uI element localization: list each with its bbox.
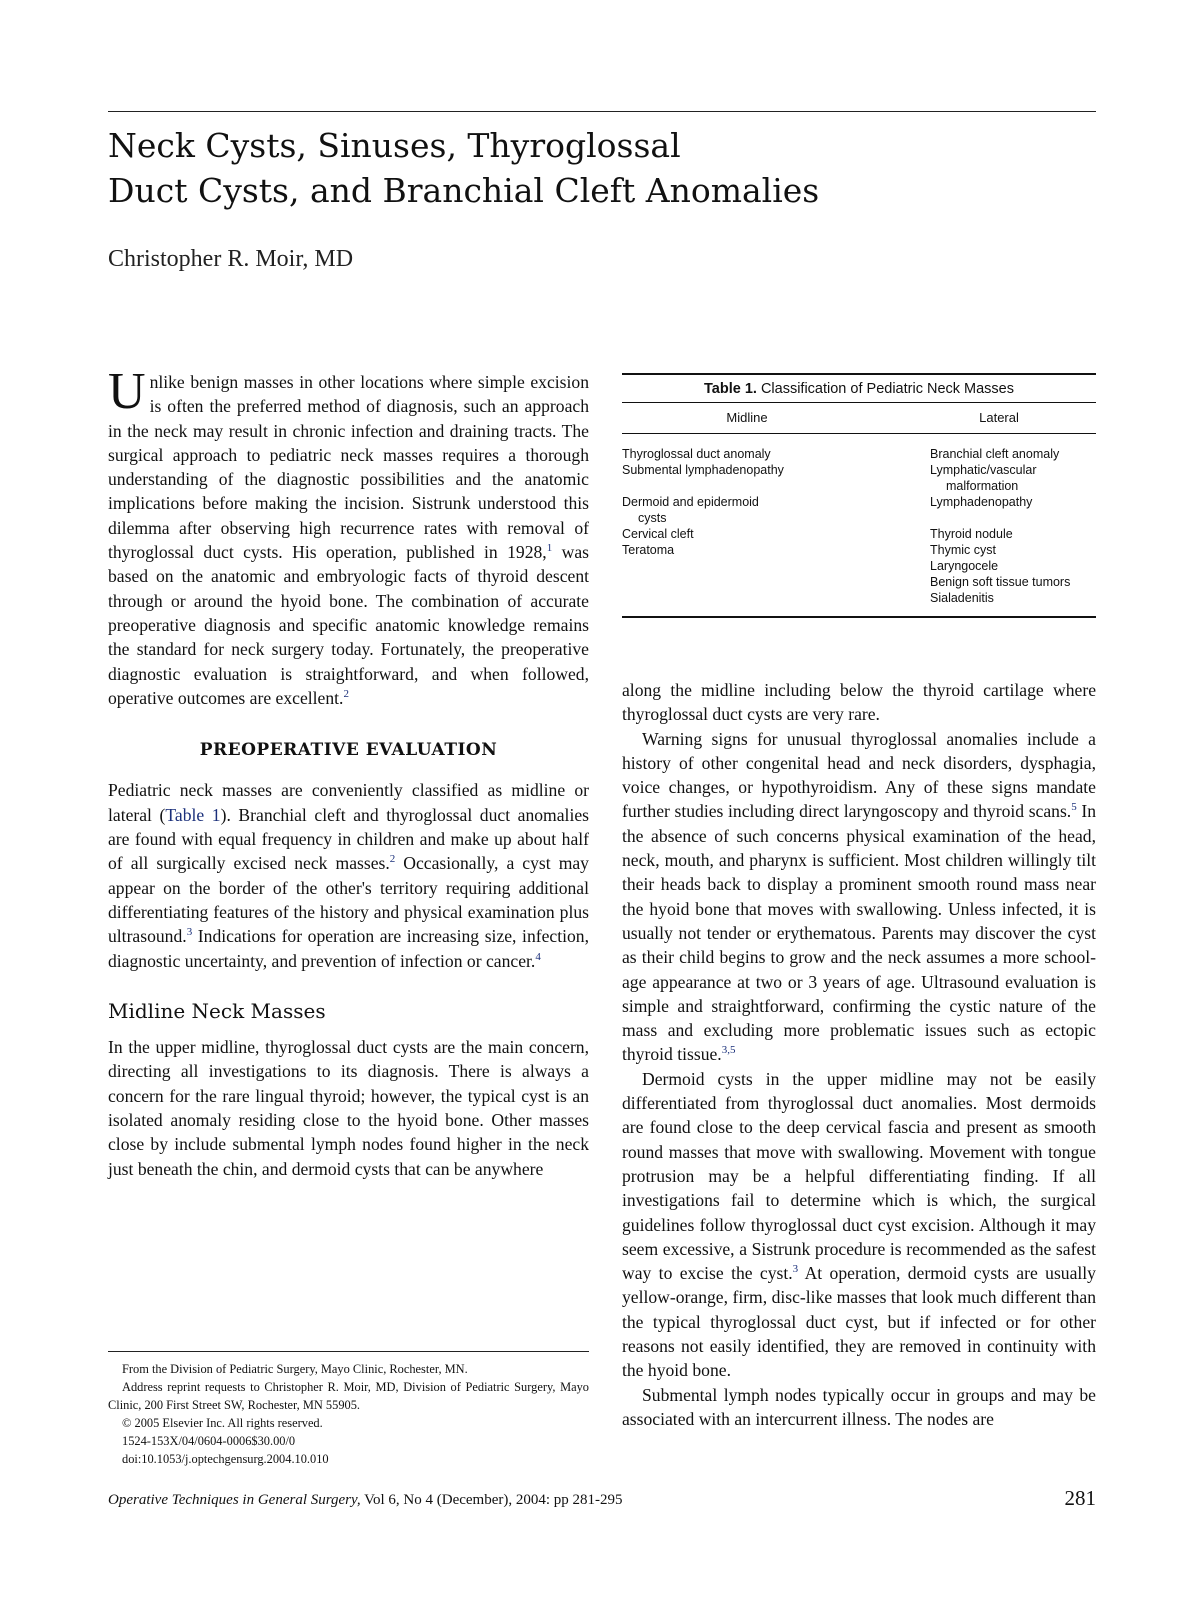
right-p3-text-a: Dermoid cysts in the upper midline may not be easily differentiated from thyroglossal duct anomalies. Most dermoids are found close to the deep cervical fascia and present as smooth round masses that move with swallowing. Movement with tongue protrusion may be a helpful differentiating finding. If all investigations fail to determine which is which, the surgical guidelines follow thyroglossal duct cyst excision. Although it may seem excessive, a Sistrunk procedure is recommended as the safest way to excise the cyst. [622, 1068, 1096, 1284]
ref-2-link[interactable]: 2 [343, 688, 349, 700]
ref-link[interactable]: 3,5 [721, 1044, 736, 1057]
ref-link[interactable]: 5 [1071, 801, 1077, 814]
article-title [108, 123, 1008, 213]
table-cell: Thyroglossal duct anomaly [622, 447, 771, 461]
table-cell: Sialadenitis [930, 591, 994, 605]
table-header-row [622, 403, 1096, 433]
table-cell: Lymphadenopathy [930, 495, 1033, 509]
intro-paragraph [108, 363, 589, 710]
right-column [622, 678, 1096, 1431]
footnote-doi: doi:10.1053/j.optechgensurg.2004.10.010 [122, 1452, 329, 1466]
journal-citation: Vol 6, No 4 (December), 2004: pp 281-295 [360, 1492, 623, 1508]
table-cell: Laryngocele [930, 559, 999, 573]
right-paragraph-4: Submental lymph nodes typically occur in groups and may be associated with an intercurrent illness. The nodes are [622, 1384, 1096, 1429]
right-p3-text-b: At operation, dermoid cysts are usually yellow-orange, firm, disc-like masses that look much different than the typical thyroglossal duct cyst, but if infected or for other reasons not easily identified, they are removed in continuity with the hyoid bone. [622, 1263, 1096, 1381]
table-caption-text: Classification of Pediatric Neck Masses [760, 381, 1014, 397]
table-body [622, 434, 1096, 616]
table-cell: Lymphatic/vascular [930, 463, 1037, 477]
preop-text-d: Indications for operation are increasing size, infection, diagnostic uncertainty, and prevention of infection or cancer. [108, 926, 589, 971]
footnote-issn: 1524-153X/04/0604-0006$30.00/0 [122, 1434, 296, 1448]
column-header-midline: Midline [726, 410, 768, 425]
preop-text-b: ). Branchial cleft and thyroglossal duct anomalies are found with equal frequency in children and make up about half of all surgically excised neck masses. [108, 804, 589, 874]
footnote-rule [108, 1351, 589, 1352]
left-column [108, 363, 589, 1181]
midline-paragraph: In the upper midline, thyroglossal duct cysts are the main concern, directing all investigations to its diagnosis. There is always a concern for the rare lingual thyroid; however, the typical cyst is an isolated anomaly residing close to the hyoid bone. Other masses close by include submental lymph nodes found higher in the neck just beneath the chin, and dermoid cysts that can be anywhere [108, 1037, 589, 1179]
intro-text-2: was based on the anatomic and embryologic facts of thyroid descent through or around the hyoid bone. The combination of accurate preoperative diagnosis and specific anatomic knowledge remains the standard for neck surgery today. Fortunately, the preoperative diagnostic evaluation is straightforward, and when followed, operative outcomes are excellent. [108, 542, 589, 708]
table-cell: Teratoma [622, 543, 675, 557]
ref-link[interactable]: 3 [186, 926, 193, 939]
footnote-affiliation: From the Division of Pediatric Surgery, Mayo Clinic, Rochester, MN. [122, 1362, 468, 1376]
footnote-reprint: Address reprint requests to Christopher R. Moir, MD, Division of Pediatric Surgery, Mayo Clinic, 200 First Street SW, Rochester, MN 55905. [108, 1380, 589, 1412]
table-cell-spacer [930, 510, 1096, 526]
page-number: 281 [1064, 1486, 1096, 1510]
right-paragraph-1: along the midline including below the thyroid cartilage where thyroglossal duct cysts are very rare. [622, 680, 1096, 725]
author-name: Christopher R. Moir, MD [108, 246, 354, 272]
preop-text-a: Pediatric neck masses are conveniently classified as midline or lateral ( [108, 780, 589, 825]
table-1 [622, 373, 1096, 618]
ref-1-link[interactable]: 1 [546, 542, 553, 555]
preop-paragraph [108, 778, 589, 972]
footnote-copyright: © 2005 Elsevier Inc. All rights reserved. [122, 1416, 323, 1430]
table-label: Table 1. [704, 381, 757, 397]
right-paragraph-2 [622, 727, 1096, 1067]
ref-link[interactable]: 2 [389, 853, 396, 866]
ref-link[interactable]: 4 [535, 950, 541, 963]
right-p2-text-b: In the absence of such concerns physical examination of the head, neck, mouth, and pharynx is sufficient. Most children willingly tilt their heads back to display a prominent smooth round mass near the hyoid bone that moves with swallowing. Unless infected, it is usually not tender or erythematous. Parents may discover the cyst as their child begins to grow and the neck assumes a more school-age appearance at two or 3 years of age. Ultrasound evaluation is simple and straightforward, confirming the cystic nature of the mass and excluding more problematic issues such as ectopic thyroid tissue. [622, 801, 1096, 1065]
table-1-link[interactable]: Table 1 [165, 804, 221, 825]
journal-name: Operative Techniques in General Surgery, [108, 1492, 361, 1508]
footnotes [108, 1360, 589, 1468]
lateral-column [930, 446, 1096, 606]
table-cell: malformation [946, 479, 1019, 493]
column-header-lateral: Lateral [979, 410, 1019, 425]
title-line-2: Duct Cysts, and Branchial Cleft Anomalies [108, 171, 820, 210]
table-cell: cysts [638, 511, 667, 525]
preop-text-c: Occasionally, a cyst may appear on the border of the other's territory requiring additional differentiating features of the history and physical examination plus ultrasound. [108, 853, 589, 947]
section-heading-preoperative: PREOPERATIVE EVALUATION [199, 740, 498, 761]
table-bottom-rule [622, 616, 1096, 618]
table-cell: Dermoid and epidermoid [622, 495, 759, 509]
right-paragraph-3 [622, 1067, 1096, 1383]
table-cell: Submental lymphadenopathy [622, 463, 784, 477]
subsection-heading-midline: Midline Neck Masses [108, 998, 326, 1023]
table-caption [622, 375, 1096, 402]
table-cell: Branchial cleft anomaly [930, 447, 1060, 461]
intro-text: nlike benign masses in other locations where simple excision is often the preferred method of diagnosis, such an approach in the neck may result in chronic infection and draining tracts. The surgical approach to pediatric neck masses requires a thorough understanding of the diagnostic possibilities and the anatomic implications before making the incision. Sistrunk understood this dilemma after observing high recurrence rates with removal of thyroglossal duct cysts. His operation, published in 1928, [108, 372, 589, 563]
table-cell-spacer [622, 478, 930, 494]
title-line-1: Neck Cysts, Sinuses, Thyroglossal [108, 126, 681, 165]
top-rule [108, 111, 1096, 112]
table-cell: Cervical cleft [622, 527, 694, 541]
table-cell: Benign soft tissue tumors [930, 575, 1071, 589]
right-p2-text-a: Warning signs for unusual thyroglossal anomalies include a history of other congenital head and neck disorders, dysphagia, voice changes, or hypothyroidism. Any of these signs mandate further studies including direct laryngoscopy and thyroid scans. [622, 728, 1096, 822]
midline-column [622, 446, 930, 606]
running-footer [108, 1492, 623, 1509]
table-cell: Thyroid nodule [930, 527, 1013, 541]
ref-link[interactable]: 3 [792, 1263, 799, 1276]
table-cell: Thymic cyst [930, 543, 996, 557]
drop-cap: U [108, 363, 146, 420]
